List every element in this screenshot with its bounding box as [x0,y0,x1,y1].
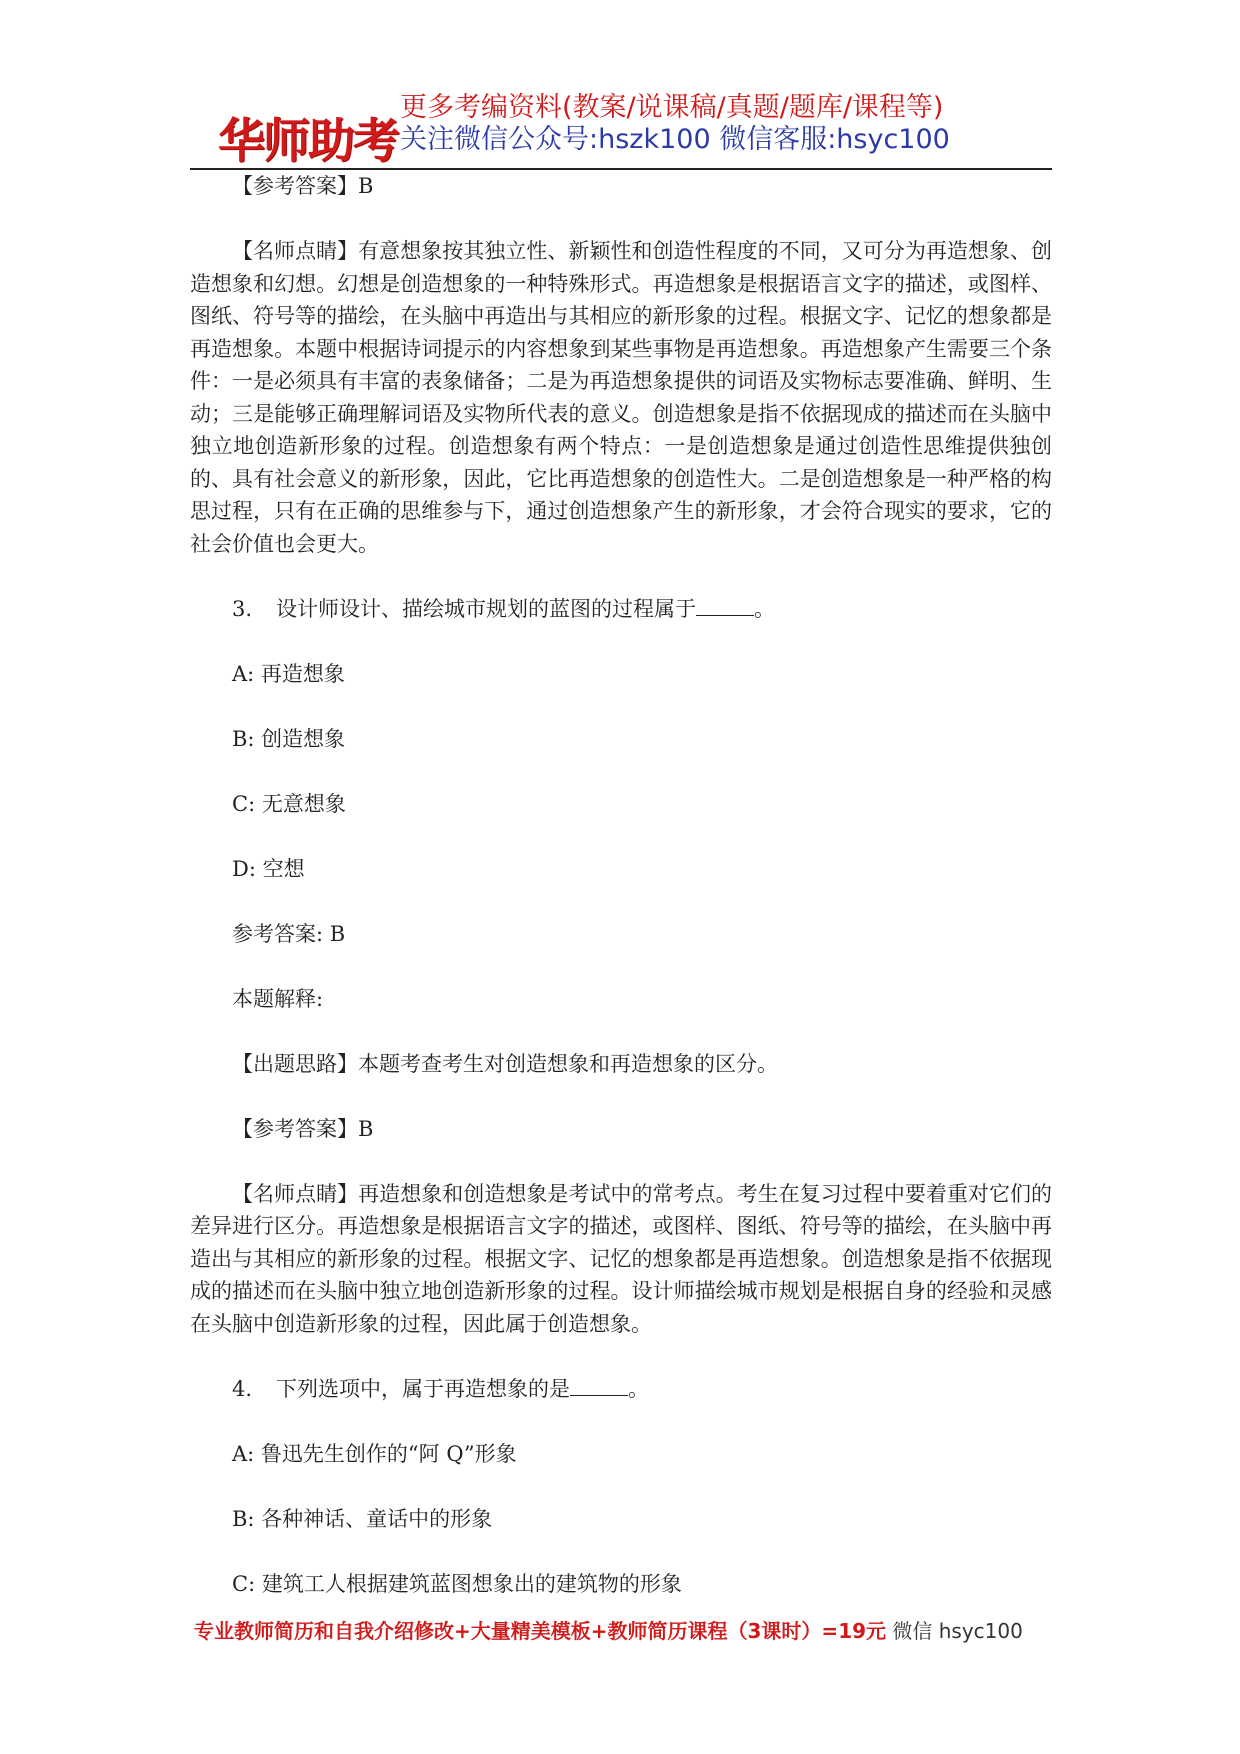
question-stem: 设计师设计、描绘城市规划的蓝图的过程属于 [276,596,696,621]
explanation-label: 本题解释: [232,986,324,1011]
question-3: 3. 设计师设计、描绘城市规划的蓝图的过程属于 。 [190,593,1052,626]
option-d: D: 空想 [232,856,305,881]
teacher-tip: 【名师点睛】再造想象和创造想象是考试中的常考点。考生在复习过程中要着重对它们的差异进行区分。再造想象是根据语言文字的描述，或图样、图纸、符号等的描绘，在头脑中再造出与其相应的新形象的过程。根据文字、记忆的想象都是再造想象。创造想象是指不依据现成的描述而在头脑中独立地创造新形象的过程。设计师描绘城市规划是根据自身的经验和灵感在头脑中创造新形象的过程，因此属于创造想象。 [190,1181,1052,1336]
option-a: A: 鲁迅先生创作的“阿 Q”形象 [232,1441,517,1466]
teacher-tip-prev: 【名师点睛】有意想象按其独立性、新颖性和创造性程度的不同，又可分为再造想象、创造想象和幻想。幻想是创造想象的一种特殊形式。再造想象是根据语言文字的描述，或图样、图纸、符号等的描绘，在头脑中再造出与其相应的新形象的过程。根据文字、记忆的想象都是再造想象。本题中根据诗词提示的内容想象到某些事物是再造想象。再造想象产生需要三个条件：一是必须具有丰富的表象储备；二是为再造想象提供的词语及实物标志要准确、鲜明、生动；三是能够正确理解词语及实物所代表的意义。创造想象是指不依据现成的描述而在头脑中独立地创造新形象的过程。创造想象有两个特点：一是创造想象是通过创造性思维提供独创的、具有社会意义的新形象，因此，它比再造想象的创造性大。二是创造想象是一种严格的构思过程，只有在正确的思维参与下，通过创造想象产生的新形象，才会符合现实的要求，它的社会价值也会更大。 [190,239,1052,556]
header-banner [190,82,1050,170]
question-number: 3. [232,596,253,621]
question-stem: 下列选项中，属于再造想象的是 [276,1376,570,1401]
option-b: B: 创造想象 [232,726,346,751]
promo-line-2: 关注微信公众号:hszk100 微信客服:hsyc100 [400,124,950,155]
brand-logo: 华师助考 [218,114,398,169]
answer-blank [570,1375,628,1396]
footer-wechat: 微信 hsyc100 [892,1619,1023,1643]
answer-line: 参考答案: B [232,921,346,946]
question-idea: 【出题思路】本题考查考生对创造想象和再造想象的区分。 [232,1051,778,1076]
document-body [190,170,1052,1600]
option-c: C: 建筑工人根据建筑蓝图想象出的建筑物的形象 [232,1571,682,1596]
promo-text [400,92,950,156]
ref-answer-prev: 【参考答案】B [232,174,374,198]
ref-answer: 【参考答案】B [232,1116,374,1141]
footer-ad [194,1615,1054,1644]
option-c: C: 无意想象 [232,791,346,816]
question-number: 4. [232,1376,253,1401]
option-a: A: 再造想象 [232,661,345,686]
option-b: B: 各种神话、童话中的形象 [232,1506,493,1531]
question-4: 4. 下列选项中，属于再造想象的是 。 [190,1373,1052,1406]
answer-blank [696,595,754,616]
footer-ad-text: 专业教师简历和自我介绍修改+大量精美模板+教师简历课程（3课时）=19元 [194,1619,887,1643]
promo-line-1: 更多考编资料(教案/说课稿/真题/题库/课程等) [400,92,944,123]
